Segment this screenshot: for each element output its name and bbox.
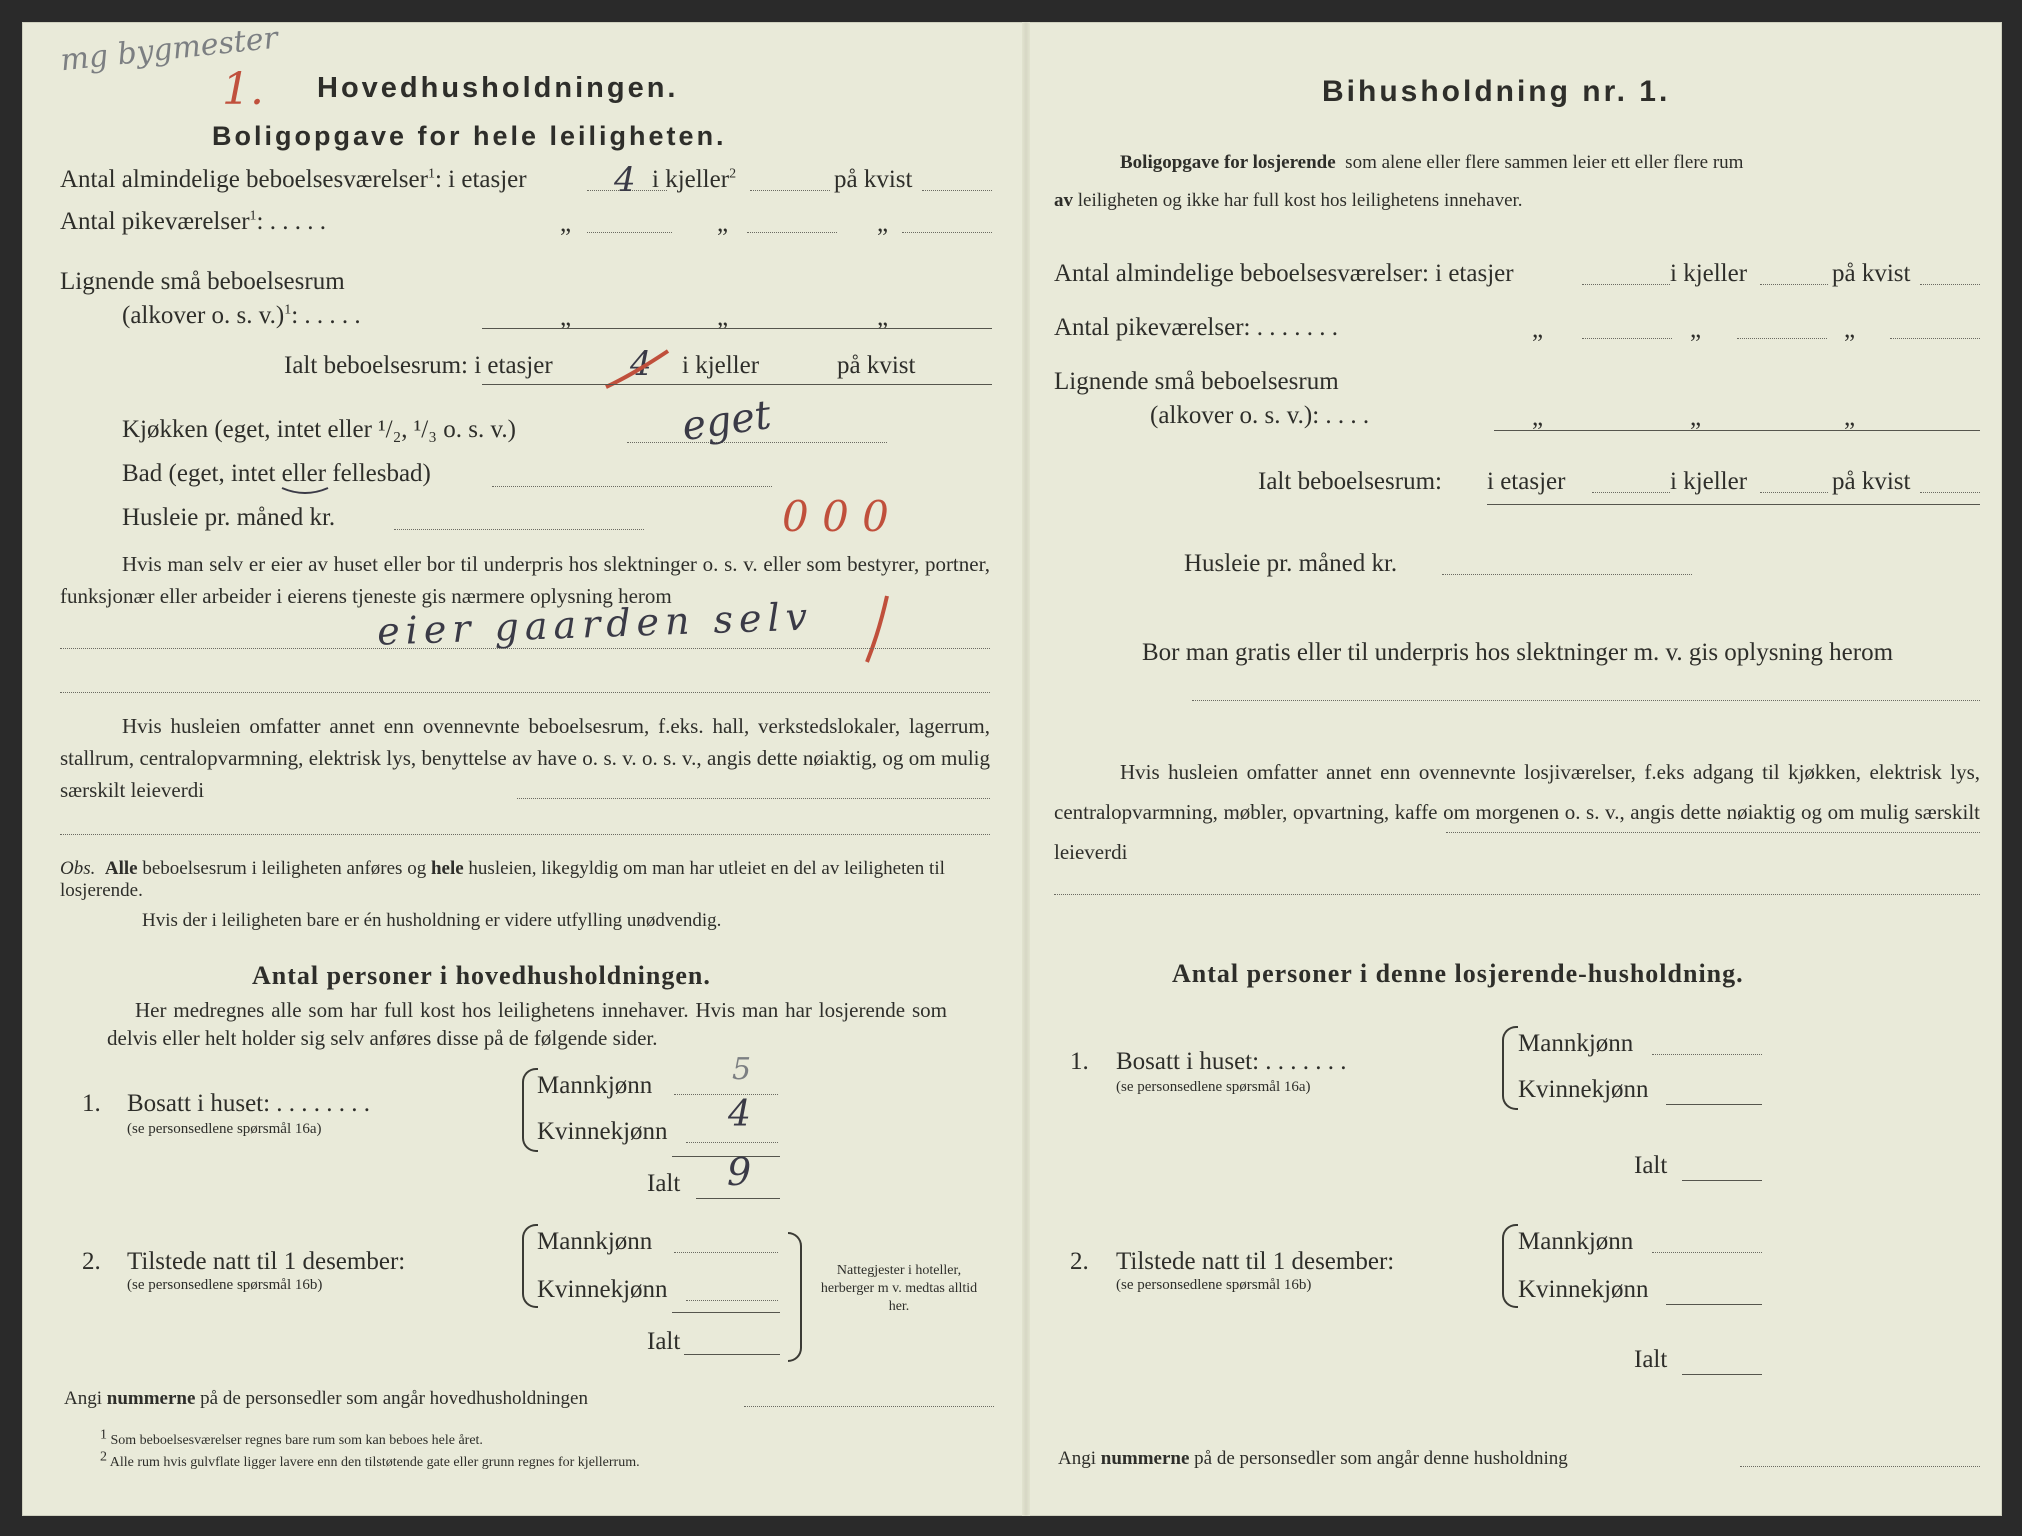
q1-number: 1. bbox=[82, 1090, 101, 1117]
kitchen-field[interactable] bbox=[627, 442, 887, 443]
q2-total-label: Ialt bbox=[647, 1328, 681, 1355]
right-q2-female-field[interactable] bbox=[1666, 1304, 1762, 1305]
small-rooms-sublabel: (alkover o. s. v.)$^1$: . . . . . bbox=[122, 302, 361, 329]
q2-number: 2. bbox=[82, 1248, 101, 1275]
q1-sublabel: (se personsedlene spørsmål 16a) bbox=[127, 1121, 322, 1137]
obs-note: Obs. Alle beboelsesrum i leiligheten anføres og hele husleien, likegyldig om man har utleiet en del av leiligheten til losjerende. bbox=[60, 858, 945, 901]
owner-instruction: Hvis man selv er eier av huset eller bor til underpris hos slektninger o. s. v. eller som bestyrer, portner, funksjonær eller arbeider i eierens tjeneste gis nærmere oplysning herom bbox=[60, 552, 990, 608]
rooms-row-label: Antal almindelige beboelsesværelser$^1$: i etasjer bbox=[60, 166, 527, 193]
persons-heading: Antal personer i hovedhusholdningen. bbox=[252, 961, 711, 990]
maid-kvist-field[interactable] bbox=[902, 232, 992, 233]
rooms-kvist-label: på kvist bbox=[834, 166, 913, 193]
q2-sum-rule bbox=[672, 1312, 780, 1313]
right-maid-kvist-field[interactable] bbox=[1890, 338, 1980, 339]
right-q2-label: Tilstede natt til 1 desember: bbox=[1116, 1248, 1395, 1275]
right-total-kjeller-field[interactable] bbox=[1760, 492, 1828, 493]
q2-sublabel: (se personsedlene spørsmål 16b) bbox=[127, 1277, 323, 1293]
angi-numbers-field[interactable] bbox=[744, 1406, 994, 1407]
red-check-mark bbox=[602, 347, 672, 392]
red-slash-mark bbox=[857, 592, 897, 667]
right-maid-kjeller-field[interactable] bbox=[1737, 338, 1827, 339]
right-sum-rule bbox=[1494, 430, 1980, 431]
q2-male-field[interactable] bbox=[674, 1252, 778, 1253]
right-q1-male-field[interactable] bbox=[1652, 1054, 1762, 1055]
q1-total-label: Ialt bbox=[647, 1170, 681, 1197]
obs-note-2: Hvis der i leiligheten bare er én husholdning er videre utfylling unødvendig. bbox=[142, 910, 722, 931]
ditto-mark: „ bbox=[1690, 316, 1702, 343]
right-maid-label: Antal pikeværelser: . . . . . . . bbox=[1054, 314, 1338, 341]
right-total-label: Ialt beboelsesrum: bbox=[1258, 468, 1442, 495]
rent-field[interactable] bbox=[394, 529, 644, 530]
right-total-kvist-label: på kvist bbox=[1832, 468, 1911, 495]
owner-field-2[interactable] bbox=[60, 692, 990, 693]
q2-male-label: Mannkjønn bbox=[537, 1228, 653, 1255]
q1-male-field[interactable] bbox=[674, 1094, 778, 1095]
rooms-kjeller-label: i kjeller$^2$ bbox=[652, 166, 737, 193]
right-rent-field[interactable] bbox=[1442, 574, 1692, 575]
right-q1-total-field[interactable] bbox=[1682, 1180, 1762, 1181]
maid-rooms-label: Antal pikeværelser$^1$: . . . . . bbox=[60, 208, 326, 235]
census-form-sheet bbox=[22, 22, 2002, 1516]
right-q2-female-label: Kvinnekjønn bbox=[1518, 1276, 1649, 1303]
right-rent-includes-instruction: Hvis husleien omfatter annet enn ovennevnte losjiværelser, f.eks adgang til kjøkken, elektrisk lys, centralopvarmning, møbler, opvartning, kaffe om morgenen o. s. v., angis dette nøiaktig og om mulig særskilt leieverdi bbox=[1054, 760, 1980, 864]
ditto-mark: „ bbox=[1690, 404, 1702, 431]
right-rent-includes-field-2[interactable] bbox=[1054, 894, 1980, 895]
owner-value: eier gaarden selv bbox=[376, 594, 814, 654]
maid-kjeller-field[interactable] bbox=[747, 232, 837, 233]
right-q1-sublabel: (se personsedlene spørsmål 16a) bbox=[1116, 1079, 1311, 1095]
ditto-mark: „ bbox=[1844, 404, 1856, 431]
q1-total-value: 9 bbox=[727, 1150, 752, 1194]
q1-male-label: Mannkjønn bbox=[537, 1072, 653, 1099]
q2-total-field[interactable] bbox=[684, 1354, 780, 1355]
ditto-mark: „ bbox=[1532, 404, 1544, 431]
rooms-kvist-field[interactable] bbox=[922, 190, 992, 191]
right-rent-label: Husleie pr. måned kr. bbox=[1184, 550, 1398, 577]
right-small-rooms-label: Lignende små beboelsesrum bbox=[1054, 368, 1339, 395]
total-kvist-label: på kvist bbox=[837, 352, 916, 379]
q1-female-label: Kvinnekjønn bbox=[537, 1118, 668, 1145]
ditto-mark: „ bbox=[1532, 316, 1544, 343]
footnote-2: 2 Alle rum hvis gulvflate ligger lavere enn den tilstøtende gate eller grunn regnes for kjellerrum. bbox=[100, 1449, 640, 1470]
right-free-rent-instruction: Bor man gratis eller til underpris hos slektninger m. v. gis oplysning herom bbox=[1142, 639, 1894, 666]
total-rooms-label: Ialt beboelsesrum: i etasjer bbox=[284, 352, 553, 379]
right-q1-female-label: Kvinnekjønn bbox=[1518, 1076, 1649, 1103]
q1-female-field[interactable] bbox=[686, 1142, 778, 1143]
ditto-mark: „ bbox=[717, 210, 729, 237]
right-maid-etasjer-field[interactable] bbox=[1582, 338, 1672, 339]
right-q2-male-label: Mannkjønn bbox=[1518, 1228, 1634, 1255]
right-total-etasjer-label: i etasjer bbox=[1487, 468, 1566, 495]
household-number: 1. bbox=[222, 64, 264, 115]
small-rooms-label: Lignende små beboelsesrum bbox=[60, 268, 345, 295]
total-rule bbox=[482, 384, 992, 385]
bath-field[interactable] bbox=[492, 486, 772, 487]
right-q1-number: 1. bbox=[1070, 1048, 1089, 1075]
total-etasjer-value: 4 bbox=[630, 344, 652, 384]
q1-brace bbox=[522, 1068, 538, 1152]
q1-female-value: 4 bbox=[728, 1094, 751, 1135]
q1-sum-rule bbox=[672, 1156, 780, 1157]
maid-etasjer-field[interactable] bbox=[587, 232, 672, 233]
right-rooms-kjeller-field[interactable] bbox=[1760, 284, 1828, 285]
ditto-mark: „ bbox=[877, 210, 889, 237]
ditto-mark: „ bbox=[877, 304, 889, 331]
q1-total-field[interactable] bbox=[696, 1198, 780, 1199]
rent-includes-field-2[interactable] bbox=[60, 834, 990, 835]
ditto-mark: „ bbox=[560, 210, 572, 237]
rent-includes-instruction: Hvis husleien omfatter annet enn ovennevnte beboelsesrum, f.eks. hall, verkstedslokaler, lagerrum, stallrum, centralopvarmning, elektrisk lys, benyttelse av have o. s. v. o. s. v., angis dette nøiaktig, og om mulig særskilt leieverdi bbox=[60, 714, 990, 802]
right-intro-2: av leiligheten og ikke har full kost hos leilighetens innehaver. bbox=[1054, 190, 1523, 211]
right-q2-sublabel: (se personsedlene spørsmål 16b) bbox=[1116, 1277, 1312, 1293]
right-free-rent-field[interactable] bbox=[1192, 700, 1980, 701]
ditto-mark: „ bbox=[1844, 316, 1856, 343]
right-rooms-etasjer-field[interactable] bbox=[1582, 284, 1670, 285]
persons-instruction: Her medregnes alle som har full kost hos leilighetens innehaver. Hvis man har losjerende som delvis eller helt holder sig selv anføres disse på de følgende sider. bbox=[107, 998, 947, 1050]
q1-male-value: 5 bbox=[732, 1052, 752, 1087]
kitchen-value: eget bbox=[679, 392, 774, 450]
q2-label: Tilstede natt til 1 desember: bbox=[127, 1248, 406, 1275]
rent-label: Husleie pr. måned kr. bbox=[122, 504, 336, 531]
q2-brace bbox=[522, 1224, 538, 1308]
right-rooms-label: Antal almindelige beboelsesværelser: i etasjer bbox=[1054, 260, 1514, 287]
footnote-1: 1 Som beboelsesværelser regnes bare rum som kan beboes hele året. bbox=[100, 1427, 483, 1448]
right-intro-1: Boligopgave for losjerende som alene eller flere sammen leier ett eller flere rum bbox=[1120, 152, 1744, 173]
right-rooms-kjeller-label: i kjeller bbox=[1670, 260, 1748, 287]
right-rooms-kvist-label: på kvist bbox=[1832, 260, 1911, 287]
rooms-kjeller-field[interactable] bbox=[750, 190, 830, 191]
q2-female-label: Kvinnekjønn bbox=[537, 1276, 668, 1303]
right-rent-includes-field[interactable] bbox=[1446, 832, 1980, 833]
right-total-rule bbox=[1487, 504, 1980, 505]
q2-right-brace bbox=[788, 1232, 802, 1362]
kitchen-label: Kjøkken (eget, intet eller ¹/₂, ¹/₃ o. s. v.) bbox=[122, 416, 516, 443]
rent-value: 0 0 0 bbox=[782, 492, 889, 541]
ditto-mark: „ bbox=[717, 304, 729, 331]
night-guests-note: Nattegjester i hoteller, herberger m v. medtas alltid her. bbox=[820, 1263, 978, 1314]
pencil-annotation: mg bygmester bbox=[58, 20, 280, 79]
right-q2-male-field[interactable] bbox=[1652, 1252, 1762, 1253]
right-q1-brace bbox=[1502, 1026, 1518, 1110]
angi-numbers-label: Angi nummerne på de personsedler som angår hovedhusholdningen bbox=[64, 1388, 588, 1409]
ditto-mark: „ bbox=[560, 304, 572, 331]
right-q1-female-field[interactable] bbox=[1666, 1104, 1762, 1105]
right-total-kjeller-label: i kjeller bbox=[1670, 468, 1748, 495]
right-q1-male-label: Mannkjønn bbox=[1518, 1030, 1634, 1057]
right-q2-number: 2. bbox=[1070, 1248, 1089, 1275]
right-total-kvist-field[interactable] bbox=[1920, 492, 1980, 493]
right-q1-label: Bosatt i huset: . . . . . . . bbox=[1116, 1048, 1347, 1075]
right-rooms-kvist-field[interactable] bbox=[1920, 284, 1980, 285]
rent-includes-field[interactable] bbox=[517, 798, 990, 799]
right-q1-total-label: Ialt bbox=[1634, 1152, 1668, 1179]
right-small-rooms-sublabel: (alkover o. s. v.): . . . . bbox=[1150, 402, 1370, 429]
right-persons-heading: Antal personer i denne losjerende-husholdning. bbox=[1172, 959, 1744, 988]
right-angi-numbers-field[interactable] bbox=[1740, 1466, 1980, 1467]
underline-mark bbox=[280, 484, 330, 498]
sum-rule bbox=[482, 328, 992, 329]
page-subtitle: Boligopgave for hele leiligheten. bbox=[212, 121, 727, 151]
right-angi-numbers-label: Angi nummerne på de personsedler som angår denne husholdning bbox=[1058, 1448, 1568, 1469]
rooms-etasjer-value: 4 bbox=[614, 160, 636, 200]
right-q2-total-field[interactable] bbox=[1682, 1374, 1762, 1375]
q1-label: Bosatt i huset: . . . . . . . . bbox=[127, 1090, 371, 1117]
page-title: Hovedhusholdningen. bbox=[317, 72, 679, 104]
total-kjeller-label: i kjeller bbox=[682, 352, 760, 379]
right-total-etasjer-field[interactable] bbox=[1592, 492, 1670, 493]
owner-field[interactable] bbox=[60, 648, 990, 649]
q2-female-field[interactable] bbox=[686, 1300, 778, 1301]
right-q2-brace bbox=[1502, 1224, 1518, 1308]
page-fold bbox=[1022, 22, 1030, 1516]
right-q2-total-label: Ialt bbox=[1634, 1346, 1668, 1373]
bath-label: Bad (eget, intet eller fellesbad) bbox=[122, 460, 431, 487]
right-title: Bihusholdning nr. 1. bbox=[1322, 75, 1671, 108]
